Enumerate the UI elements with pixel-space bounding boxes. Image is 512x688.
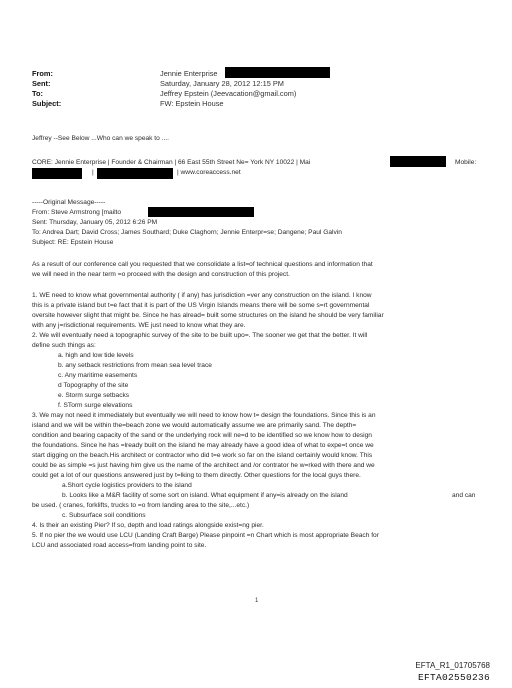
body-line: start digging on the beach.His architect or contractor who did t=e work so far on the island certainly would know. This [32,452,373,459]
sub-item: c. Subsurface soil conditions [62,512,146,519]
list-item: f. STorm surge elevations [58,402,133,409]
to-label: To: [32,89,43,98]
redaction-box [97,168,173,179]
body-line: this is a private island but t=e fact that it is part of the US Virgin Islands means there will be some s=rt governmental [32,302,370,309]
signature-mobile-label: Mobile: [455,159,477,166]
redaction-box [225,67,330,78]
list-item: b. any setback restrictions from mean sea level trace [58,362,212,369]
original-to: To: Andrea Dart; David Cross; James Southard; Duke Claghorn; Jennie Enterpr=se; Dangene; Paul Galvin [32,229,342,236]
intro-text: Jeffrey --See Below ...Who can we speak to .... [32,135,169,142]
list-item: d Topography of the site [58,382,129,389]
body-line: 1. WE need to know what governmental authority ( if any) has jurisdiction =ver any construction on the island. I know [32,292,372,299]
body-line: define such things as: [32,342,96,349]
sub-item-continuation: and can [452,492,476,499]
redaction-box [32,168,82,179]
body-line: could get a lot of our questions answered just by t=lking to them directly. Other questions for the local guys there. [32,472,361,479]
body-line: 3. We may not need it immediately but eventually we will need to know how t= design the foundations. Since this is an [32,412,376,419]
original-sent: Sent: Thursday, January 05, 2012 6:26 PM [32,219,158,226]
page-number: 1 [255,598,259,604]
bates-id-secondary: EFTA02550236 [417,672,490,683]
signature-separator: | [92,169,94,176]
subject-label: Subject: [32,99,62,108]
original-subject: Subject: RE: Epstein House [32,239,114,246]
redaction-box [390,156,446,167]
body-line: be used. ( cranes, forklifts, trucks to =o from landing area to the site,...etc.) [32,502,250,509]
body-line: oversite however slight that might be. Since he has alread= built some structures on the island he should be very familiar [32,312,384,319]
sent-label: Sent: [32,79,51,88]
bates-id-primary: EFTA_R1_01705768 [415,661,490,670]
from-label: From: [32,69,53,78]
body-line: 5. If no pier the we would use LCU (Landing Craft Barge) Please pinpoint =n Chart which is most appropriate Beach for [32,532,379,539]
list-item: a. high and low tide levels [58,352,134,359]
redaction-box [148,207,254,217]
body-line: we will need in the near term =o proceed with the design and construction of this project. [32,271,290,278]
sub-item: b. Looks like a M&R facility of some sort on island. What equipment if any=is already on the island [62,492,348,499]
body-line: 2. We will eventually need a topographic survey of the site to be built upo=. The sooner we get that the better. It will [32,332,368,339]
body-line: could be as simple =s just having him give us the name of the architect and /or contrator he w=rked with there and we [32,462,375,469]
sent-value: Saturday, January 28, 2012 12:15 PM [160,79,284,88]
list-item: c. Any maritime easements [58,372,138,379]
body-line: As a result of our conference call you requested that we consolidate a list=of technical questions and information that [32,261,373,268]
body-line: LCU and associated road access=from landing point to site. [32,542,207,549]
original-divider: -----Original Message----- [32,199,106,206]
sub-item: a.Short cycle logistics providers to the island [62,482,192,489]
subject-value: FW: Epstein House [160,99,224,108]
signature-website: | www.coreaccess.net [177,169,241,176]
body-line: the foundations. Since he has =lready built on the island he may already have a good idea of what to expe=t once we [32,442,374,449]
original-from: From: Steve Armstrong [mailto [32,209,122,216]
body-line: island and we will be within the=beach zone we would automatically assume we are primarily sand. The depth= [32,422,357,429]
body-line: 4. Is their an existing Pier? If so, depth and load ratings alongside exist=ng pier. [32,522,264,529]
body-line: with any j=risdictional requirements. WE just need to know what they are. [32,322,246,329]
to-value: Jeffrey Epstein (Jeevacation@gmail.com) [160,89,297,98]
body-line: condition and bearing capacity of the sand or the underlying rock will ne=d to be identified so we know how to design [32,432,372,439]
from-value: Jennie Enterprise [160,69,218,78]
list-item: e. Storm surge setbacks [58,392,130,399]
signature-line-1: CORE: Jennie Enterprise | Founder & Chairman | 66 East 55th Street Ne= York NY 10022 | Mai [32,159,311,166]
